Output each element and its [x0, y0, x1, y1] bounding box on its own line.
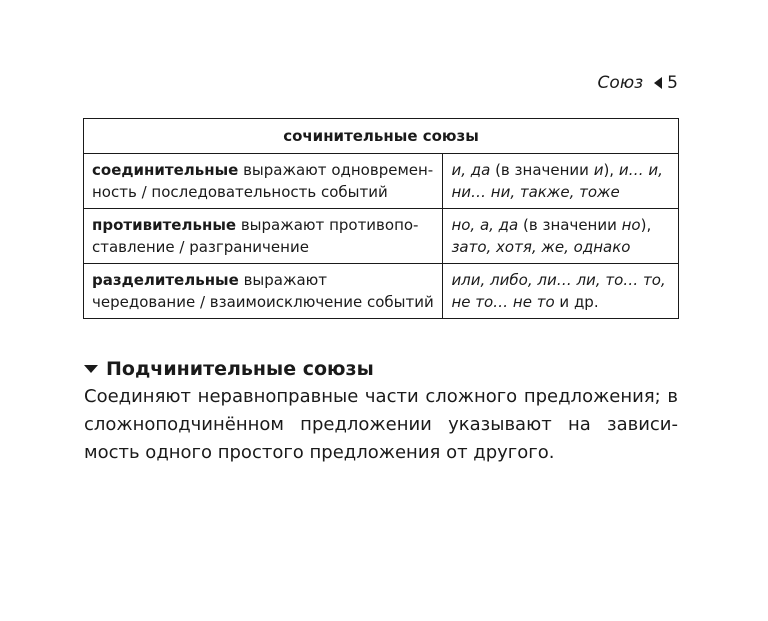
example-text: и… и, ни… ни, также, тоже — [451, 161, 663, 201]
term-label: противительные — [92, 216, 237, 234]
table-cell-definition — [84, 264, 443, 319]
example-text: ), — [640, 216, 652, 234]
table-cell-examples — [443, 264, 679, 319]
body-paragraph: Соединяют неравноправные части сложного предложения; в сложноподчинённом предложении указывают на зависи-мость одного простого предложения от другого. — [84, 386, 678, 463]
term-description: выражают противопо-ставление / разграничение — [92, 216, 419, 256]
triangle-left-icon — [654, 77, 662, 89]
example-text: или, либо, ли… ли, то… то, не то… не то — [451, 271, 666, 311]
table-row — [84, 209, 679, 264]
table-cell-examples — [443, 209, 679, 264]
page-number: 5 — [667, 73, 678, 93]
table-row — [84, 154, 679, 209]
section-subtitle — [84, 356, 374, 382]
example-text: и — [451, 161, 462, 179]
example-text: (в значении — [490, 161, 594, 179]
example-text: да — [470, 161, 491, 179]
example-text: и — [593, 161, 604, 179]
table-cell-definition — [84, 154, 443, 209]
term-label: соединительные — [92, 161, 239, 179]
example-text: (в значении — [518, 216, 622, 234]
table-title: сочинительные союзы — [84, 119, 679, 154]
example-text: и др. — [554, 293, 599, 311]
section-name: Союз — [597, 73, 644, 93]
term-description: выражают одновремен-ность / последовательность событий — [92, 161, 434, 201]
example-text: , — [461, 161, 471, 179]
table-cell-definition — [84, 209, 443, 264]
table-row — [84, 264, 679, 319]
subtitle-text: Подчинительные союзы — [106, 358, 374, 380]
conjunctions-table — [83, 118, 679, 319]
page-header — [598, 72, 678, 94]
example-text: но, а, да — [451, 216, 519, 234]
example-text: ), — [603, 161, 619, 179]
example-text: но — [621, 216, 641, 234]
table-header-row — [84, 119, 679, 154]
table-cell-examples — [443, 154, 679, 209]
term-label: разделительные — [92, 271, 239, 289]
example-text: зато, хотя, же, однако — [451, 238, 631, 256]
triangle-down-icon — [84, 365, 98, 373]
term-description: выражают чередование / взаимоисключение событий — [92, 271, 434, 311]
